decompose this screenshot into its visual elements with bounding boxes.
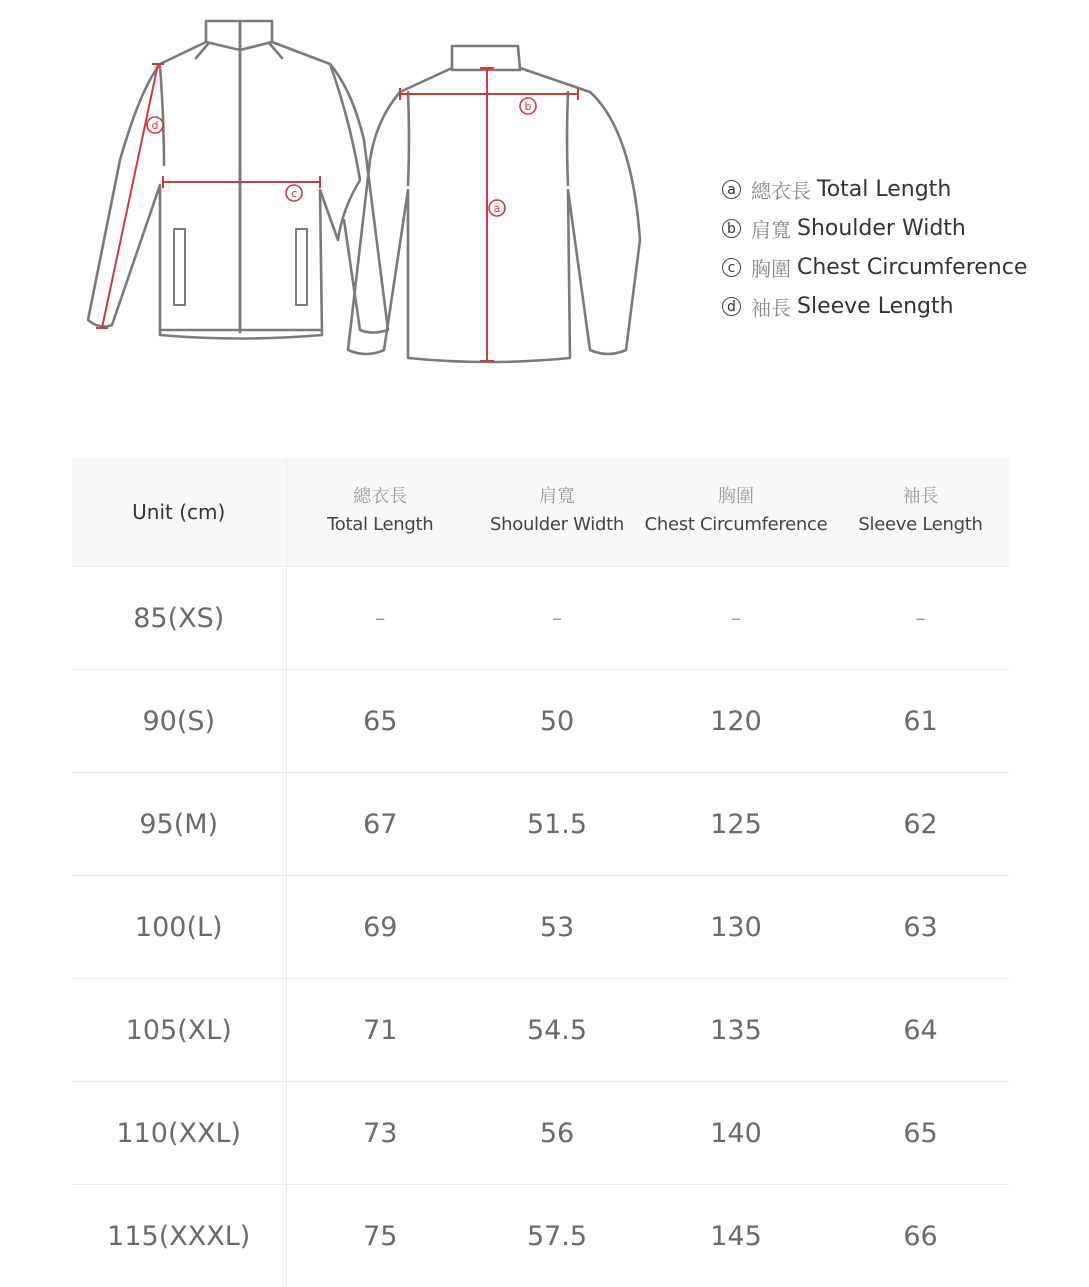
sleeve-length-cell: 63 (832, 876, 1009, 979)
marker-d-label: d (152, 119, 159, 132)
column-header-en: Sleeve Length (832, 510, 1009, 540)
sleeve-length-cell: 64 (832, 979, 1009, 1082)
legend-label-zh: 胸圍 (751, 253, 791, 282)
sleeve-length-cell: 65 (832, 1082, 1009, 1185)
marker-c-icon: c (722, 258, 741, 277)
column-header-sleeve-length (832, 458, 1009, 567)
sleeve-measure-line (102, 64, 158, 328)
marker-b-label: b (525, 100, 532, 113)
legend-label-zh: 總衣長 (751, 175, 811, 204)
size-cell: 100(L) (72, 876, 286, 979)
table-row (72, 773, 1009, 876)
shoulder-width-cell: 51.5 (474, 773, 640, 876)
size-cell: 105(XL) (72, 979, 286, 1082)
chest-circumference-cell: 140 (640, 1082, 832, 1185)
chest-circumference-cell: 120 (640, 670, 832, 773)
chest-circumference-cell: 125 (640, 773, 832, 876)
column-header-chest-circumference (640, 458, 832, 567)
chest-circumference-cell: 135 (640, 979, 832, 1082)
shoulder-width-cell: 54.5 (474, 979, 640, 1082)
legend-label-zh: 肩寬 (751, 214, 791, 243)
column-header-total-length (286, 458, 474, 567)
legend-item-chest-circumference (722, 248, 1027, 287)
chest-circumference-cell: – (640, 567, 832, 670)
chest-circumference-cell: 145 (640, 1185, 832, 1287)
table-row (72, 567, 1009, 670)
column-header-zh: 胸圍 (640, 484, 832, 510)
sleeve-length-cell: 61 (832, 670, 1009, 773)
marker-a-icon: a (722, 180, 741, 199)
total-length-cell: – (286, 567, 474, 670)
marker-b-icon: b (722, 219, 741, 238)
legend-label-zh: 袖長 (751, 292, 791, 321)
legend-item-shoulder-width (722, 209, 1027, 248)
size-cell: 85(XS) (72, 567, 286, 670)
size-cell: 90(S) (72, 670, 286, 773)
legend-label-en: Shoulder Width (797, 216, 966, 241)
size-cell: 110(XXL) (72, 1082, 286, 1185)
marker-a-label: a (494, 202, 501, 215)
shoulder-width-cell: 50 (474, 670, 640, 773)
unit-header: Unit (cm) (72, 458, 286, 567)
column-header-shoulder-width (474, 458, 640, 567)
sleeve-length-cell: 62 (832, 773, 1009, 876)
shoulder-width-cell: 53 (474, 876, 640, 979)
size-cell: 115(XXXL) (72, 1185, 286, 1287)
total-length-cell: 65 (286, 670, 474, 773)
legend-label-en: Sleeve Length (797, 294, 954, 319)
column-header-en: Shoulder Width (474, 510, 640, 540)
sleeve-length-cell: 66 (832, 1185, 1009, 1287)
table-row (72, 1185, 1009, 1287)
table-row (72, 876, 1009, 979)
sleeve-length-cell: – (832, 567, 1009, 670)
size-chart-table (72, 458, 1009, 1287)
total-length-cell: 73 (286, 1082, 474, 1185)
table-header-row (72, 458, 1009, 567)
legend-item-total-length (722, 170, 1027, 209)
shoulder-width-cell: 56 (474, 1082, 640, 1185)
total-length-cell: 71 (286, 979, 474, 1082)
legend-item-sleeve-length (722, 287, 1027, 326)
column-header-zh: 肩寬 (474, 484, 640, 510)
marker-c-label: c (291, 187, 297, 200)
total-length-cell: 67 (286, 773, 474, 876)
column-header-zh: 袖長 (832, 484, 1009, 510)
measurement-legend (722, 170, 1027, 326)
column-header-zh: 總衣長 (287, 484, 475, 510)
shoulder-width-cell: – (474, 567, 640, 670)
shoulder-width-cell: 57.5 (474, 1185, 640, 1287)
jacket-diagram (0, 0, 700, 380)
column-header-en: Chest Circumference (640, 510, 832, 540)
legend-label-en: Total Length (817, 177, 951, 202)
total-length-cell: 69 (286, 876, 474, 979)
column-header-en: Total Length (287, 510, 475, 540)
chest-circumference-cell: 130 (640, 876, 832, 979)
legend-label-en: Chest Circumference (797, 255, 1027, 280)
total-length-cell: 75 (286, 1185, 474, 1287)
marker-d-icon: d (722, 297, 741, 316)
table-row (72, 1082, 1009, 1185)
table-row (72, 979, 1009, 1082)
table-row (72, 670, 1009, 773)
size-cell: 95(M) (72, 773, 286, 876)
